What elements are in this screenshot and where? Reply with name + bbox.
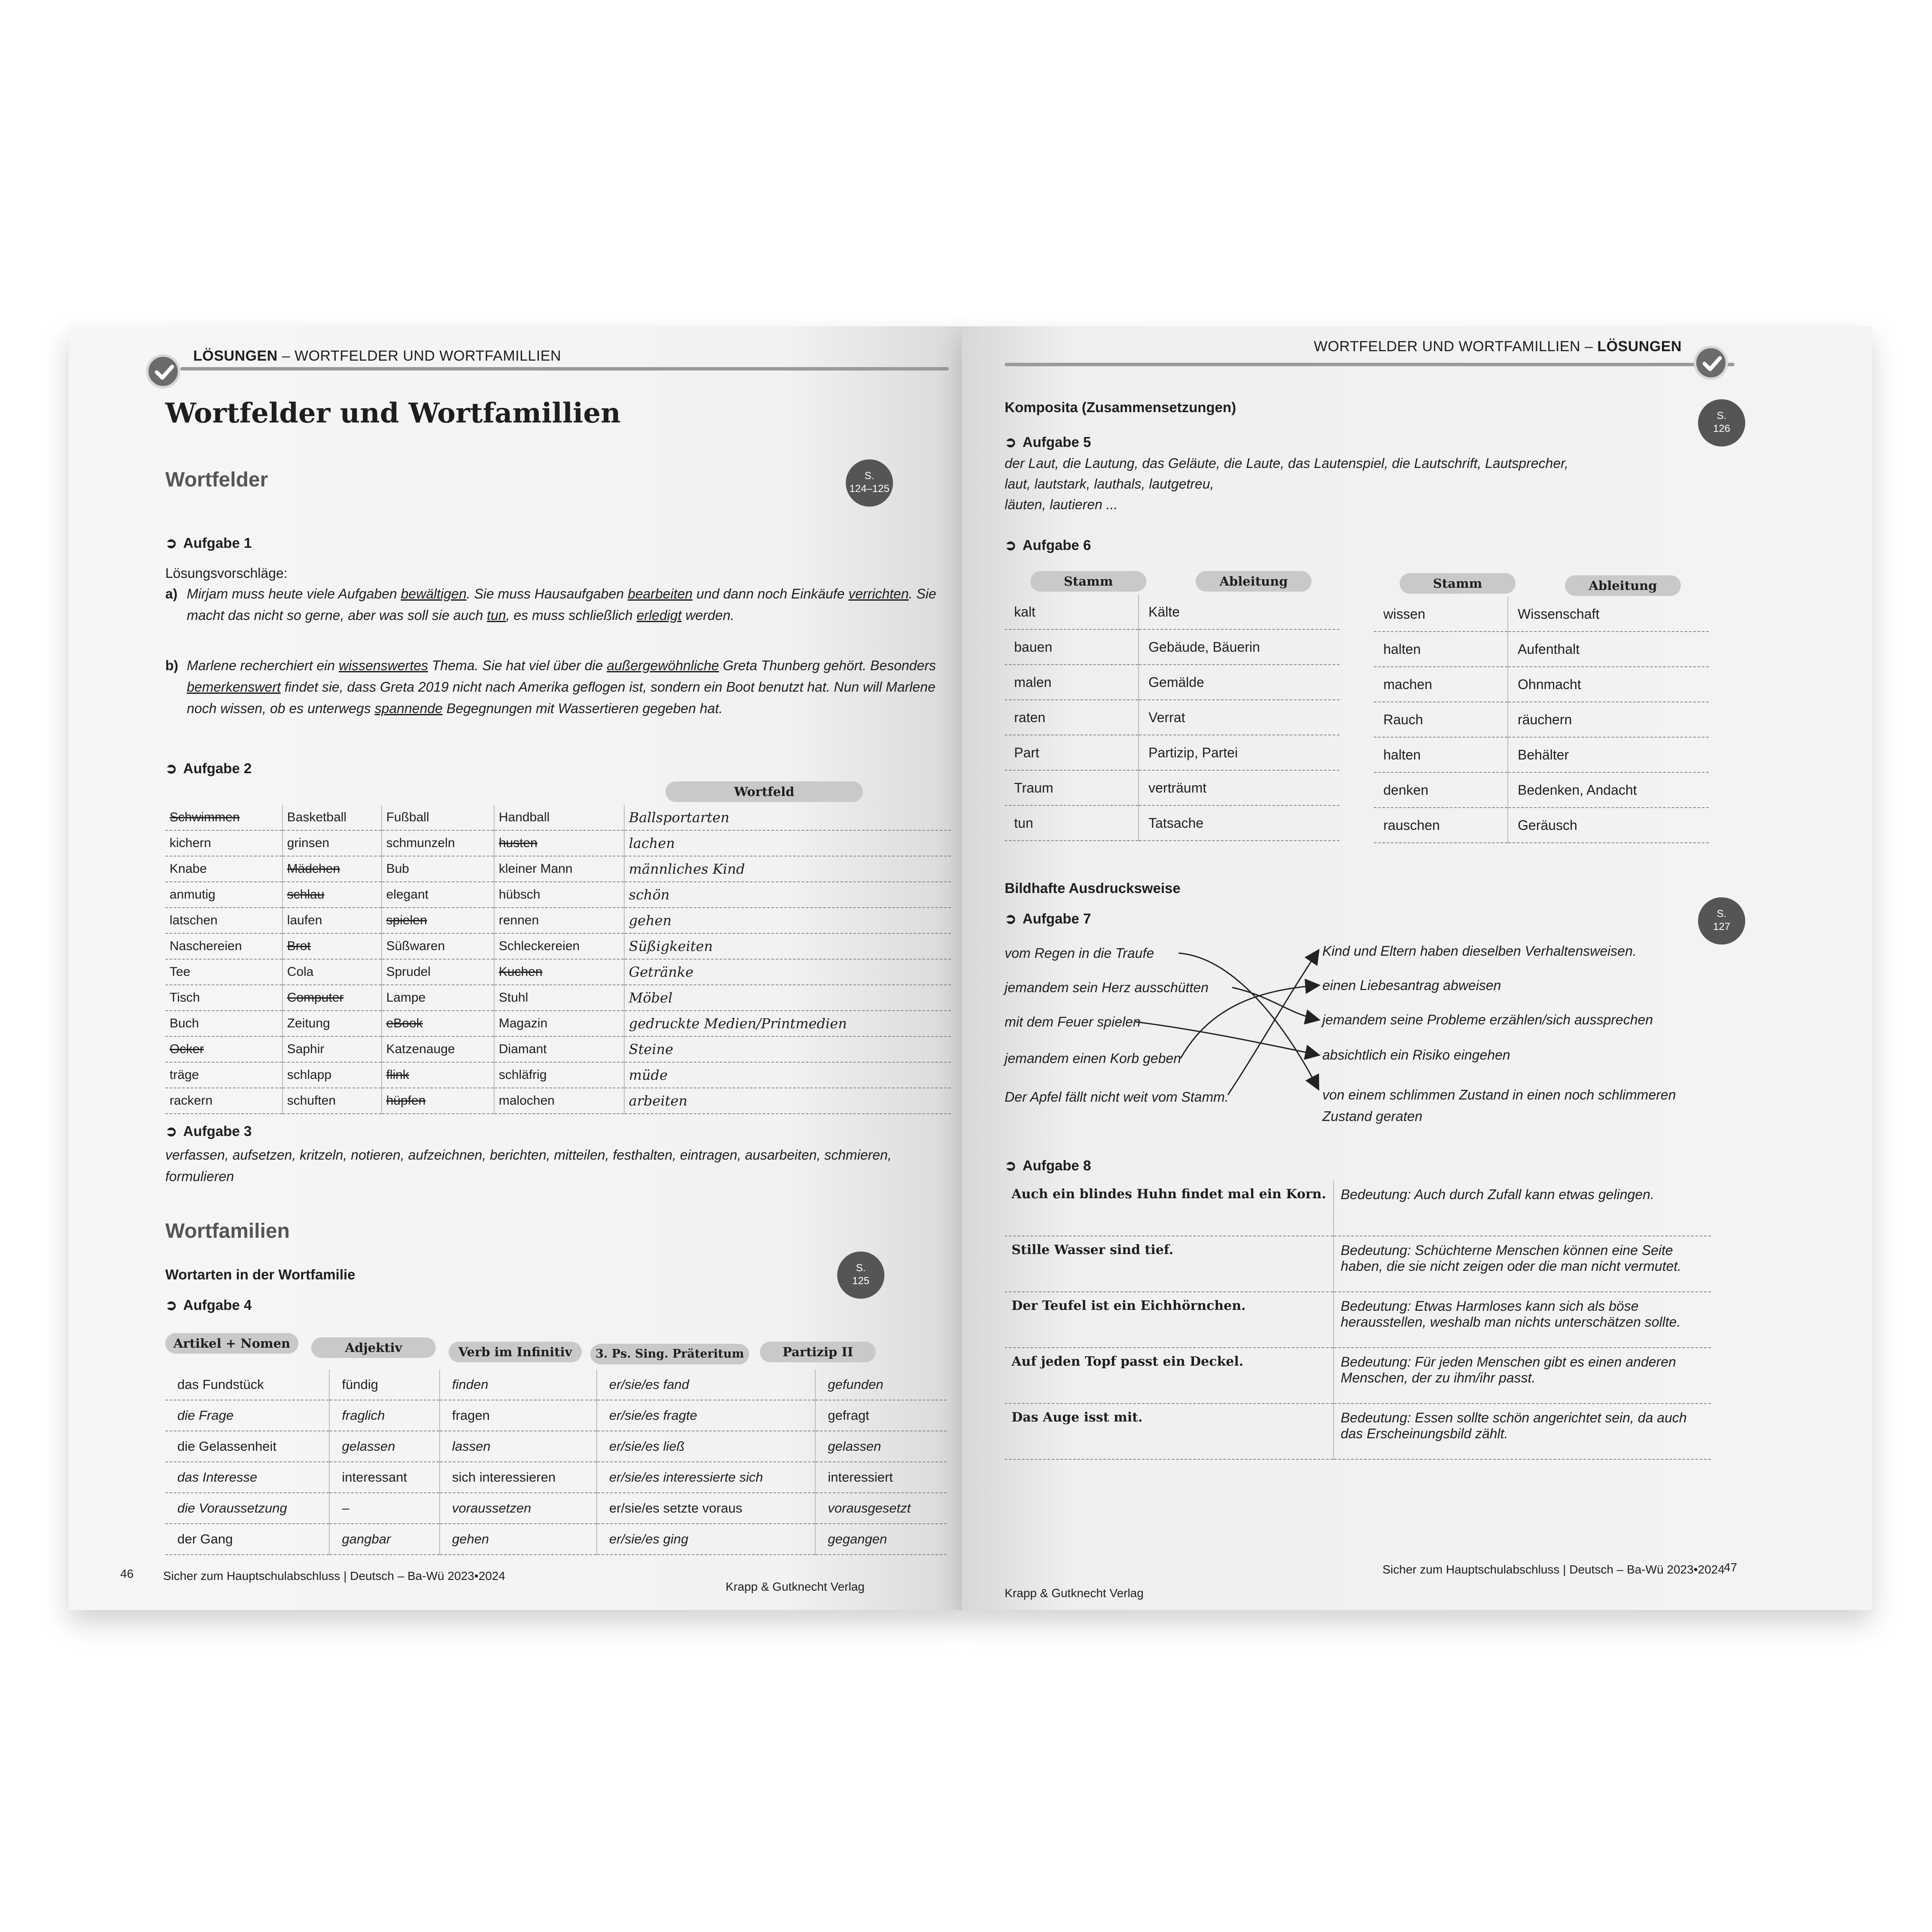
wortfeld-cell: schön: [624, 882, 951, 908]
sentence-text: , es muss schließlich: [506, 608, 637, 623]
word-cell: elegant: [382, 882, 494, 908]
idiom-left-1: vom Regen in die Traufe: [1005, 945, 1154, 961]
sentence-text: . Sie macht das nicht so gerne, aber was soll sie auch: [187, 586, 936, 623]
column-header: Ableitung: [1565, 575, 1681, 596]
word-cell: Tisch: [165, 985, 283, 1011]
sentence-text: Greta Thunberg gehört. Besonders: [719, 658, 936, 673]
wortfeld-cell: Süßigkeiten: [624, 933, 951, 959]
sentence-text: und dann noch Einkäufe: [693, 586, 849, 601]
word-cell: gelassen: [329, 1431, 439, 1462]
aufgabe-1-label: ➲ Aufgabe 1: [165, 535, 252, 551]
ableitung-cell: Ohnmacht: [1508, 667, 1709, 702]
ableitung-cell: Kälte: [1139, 595, 1340, 629]
column-header: Stamm: [1400, 573, 1516, 594]
word-cell: Brot: [283, 933, 382, 959]
arrow-icon: ➲: [165, 760, 177, 776]
header-rule: [180, 367, 949, 371]
word-cell: träge: [165, 1062, 283, 1088]
sentence-text: Begegnungen mit Wassertieren gegeben hat.: [442, 701, 723, 716]
word-cell: husten: [494, 830, 624, 856]
table-row: [1005, 1292, 1711, 1348]
stamm-cell: denken: [1374, 772, 1508, 808]
word-cell: Ocker: [165, 1036, 283, 1062]
page-title: Wortfelder und Wortfamillien: [165, 397, 621, 429]
column-header: 3. Ps. Sing. Präteritum: [590, 1344, 749, 1364]
word-cell: die Frage: [165, 1400, 329, 1431]
page-ref-badge: S. 124–125: [846, 459, 893, 507]
underlined-word: bearbeiten: [627, 586, 693, 601]
subsection-title: Wortarten in der Wortfamilie: [165, 1267, 355, 1282]
ableitung-cell: Verrat: [1139, 700, 1340, 735]
word-cell: lassen: [440, 1431, 597, 1462]
word-cell: hübsch: [494, 882, 624, 908]
aufgabe-2-label: ➲ Aufgabe 2: [165, 760, 252, 776]
underlined-word: erledigt: [636, 608, 682, 623]
word-cell: interessiert: [815, 1462, 947, 1493]
word-cell: Computer: [283, 985, 382, 1011]
table-row: [165, 1011, 951, 1036]
wortfeld-cell: Steine: [624, 1036, 951, 1062]
word-cell: voraussetzen: [440, 1493, 597, 1524]
page-number: 46: [120, 1567, 134, 1580]
page-header: WORTFELDER UND WORTFAMILLIEN – LÖSUNGEN: [1314, 338, 1682, 355]
underlined-word: verrichten: [848, 586, 909, 601]
underlined-word: wissenswertes: [338, 658, 428, 673]
sentence-text: Marlene recherchiert ein: [187, 658, 339, 673]
column-header: Verb im Infinitiv: [449, 1342, 582, 1362]
word-cell: hüpfen: [382, 1088, 494, 1114]
sentence-text: werden.: [681, 608, 735, 623]
word-cell: er/sie/es fand: [597, 1370, 815, 1400]
book-spread: [69, 326, 1872, 1623]
aufgabe-5-text: der Laut, die Lautung, das Geläute, die Laute, das Lautenspiel, die Lautschrift, Lautsprecher, laut, lautstark, lauthals, lautgetreu, läuten, lautieren ...: [1005, 456, 1568, 512]
page-ref-badge: S. 126: [1698, 399, 1745, 447]
checkmark-icon: [146, 354, 180, 389]
table-row: [165, 908, 951, 933]
meaning-cell: Bedeutung: Für jeden Menschen gibt es einen anderen Menschen, der zu ihm/ihr passt.: [1334, 1348, 1711, 1403]
meaning-cell: Bedeutung: Auch durch Zufall kann etwas gelingen.: [1334, 1181, 1711, 1236]
proverb-cell: Auf jeden Topf passt ein Deckel.: [1005, 1348, 1334, 1403]
wortfeld-cell: gehen: [624, 908, 951, 933]
word-cell: Kuchen: [494, 959, 624, 985]
word-cell: gefunden: [815, 1370, 947, 1400]
word-cell: Schleckereien: [494, 933, 624, 959]
table-row: [165, 1062, 951, 1088]
word-cell: der Gang: [165, 1524, 329, 1555]
table-row: [165, 856, 951, 882]
stamm-cell: halten: [1374, 632, 1508, 667]
table-row: [165, 985, 951, 1011]
ableitung-cell: Aufenthalt: [1508, 632, 1709, 667]
idiom-left-3: mit dem Feuer spielen: [1005, 1014, 1141, 1030]
table-row: [165, 830, 951, 856]
page-ref-badge: S. 127: [1698, 897, 1745, 945]
ableitung-cell: Gemälde: [1139, 665, 1340, 700]
word-cell: er/sie/es ließ: [597, 1431, 815, 1462]
sentence-text: findet sie, dass Greta 2019 nicht nach Amerika geflogen ist, sondern ein Boot benutzt hat. Nun will Marlene noch wissen, ob es unterwegs: [187, 679, 936, 716]
word-cell: Katzenauge: [382, 1036, 494, 1062]
wortfamilie-table: [165, 1370, 947, 1555]
meaning-right-2: einen Liebesantrag abweisen: [1322, 978, 1501, 993]
word-cell: Zeitung: [283, 1011, 382, 1036]
ableitung-cell: Bedenken, Andacht: [1508, 772, 1709, 808]
word-cell: Mädchen: [283, 856, 382, 882]
idiom-left-5: Der Apfel fällt nicht weit vom Stamm.: [1005, 1089, 1229, 1105]
word-cell: gangbar: [329, 1524, 439, 1555]
aufgabe-3-label: ➲ Aufgabe 3: [165, 1123, 252, 1139]
aufgabe-4-label: ➲ Aufgabe 4: [165, 1297, 252, 1313]
word-cell: Buch: [165, 1011, 283, 1036]
word-cell: kleiner Mann: [494, 856, 624, 882]
stamm-cell: halten: [1374, 737, 1508, 772]
column-header: Stamm: [1030, 571, 1146, 592]
stamm-cell: tun: [1005, 805, 1139, 841]
matching-line: [1228, 951, 1318, 1095]
table-row: [165, 1524, 947, 1555]
wortfeld-cell: arbeiten: [624, 1088, 951, 1114]
aufgabe-8-label: ➲ Aufgabe 8: [1005, 1157, 1091, 1173]
word-cell: spielen: [382, 908, 494, 933]
underlined-word: bemerkenswert: [187, 679, 281, 695]
word-cell: Knabe: [165, 856, 283, 882]
word-cell: sich interessieren: [440, 1462, 597, 1493]
wortfeld-cell: Ballsportarten: [624, 805, 951, 830]
stamm-cell: kalt: [1005, 595, 1139, 629]
word-cell: schmunzeln: [382, 830, 494, 856]
aufgabe-1-a: a) Mirjam muss heute viele Aufgaben bewältigen. Sie muss Hausaufgaben bearbeiten und dann noch Einkäufe verrichten. Sie macht das nicht so gerne, aber was soll sie auch tun, es muss schließlich erledigt werden.: [165, 586, 936, 623]
wortfeld-header: Wortfeld: [665, 781, 863, 802]
page-number: 47: [1724, 1561, 1738, 1574]
table-row: [165, 1462, 947, 1493]
word-cell: gehen: [440, 1524, 597, 1555]
wortfeld-table: [165, 805, 951, 1114]
matching-line: [1179, 953, 1318, 1088]
word-cell: flink: [382, 1062, 494, 1088]
word-cell: Diamant: [494, 1036, 624, 1062]
arrow-icon: ➲: [165, 535, 177, 551]
footer-publisher: Krapp & Gutknecht Verlag: [1005, 1586, 1144, 1600]
stamm-cell: malen: [1005, 665, 1139, 700]
word-cell: schuften: [283, 1088, 382, 1114]
word-cell: Stuhl: [494, 985, 624, 1011]
arrow-icon: ➲: [1005, 434, 1017, 450]
matching-line: [1181, 985, 1318, 1058]
stamm-cell: bauen: [1005, 629, 1139, 665]
aufgabe-6-label: ➲ Aufgabe 6: [1005, 537, 1091, 553]
table-row: [165, 882, 951, 908]
column-header: Partizip II: [760, 1342, 876, 1362]
column-header: Adjektiv: [311, 1337, 436, 1358]
word-cell: rennen: [494, 908, 624, 933]
underlined-word: spannende: [374, 701, 443, 716]
aufgabe-5-label: ➲ Aufgabe 5: [1005, 434, 1091, 450]
table-row: [1005, 1236, 1711, 1292]
stamm-cell: wissen: [1374, 597, 1508, 632]
table-row: [1005, 1348, 1711, 1403]
ableitung-cell: Partizip, Partei: [1139, 735, 1340, 770]
word-cell: Magazin: [494, 1011, 624, 1036]
ableitung-cell: Behälter: [1508, 737, 1709, 772]
sentence-text: Mirjam muss heute viele Aufgaben: [187, 586, 401, 601]
arrow-icon: ➲: [1005, 1157, 1017, 1173]
ableitung-cell: Tatsache: [1139, 805, 1340, 841]
table-row: [1005, 1181, 1711, 1236]
table-row: [165, 959, 951, 985]
meaning-right-4: absichtlich ein Risiko eingehen: [1322, 1047, 1510, 1063]
word-cell: rackern: [165, 1088, 283, 1114]
meaning-right-5: von einem schlimmen Zustand in einen noch schlimmeren Zustand geraten: [1322, 1087, 1676, 1124]
right-page: [962, 326, 1872, 1610]
wortfeld-cell: lachen: [624, 830, 951, 856]
word-cell: Cola: [283, 959, 382, 985]
idiom-left-2: jemandem sein Herz ausschütten: [1005, 980, 1209, 995]
word-cell: die Voraussetzung: [165, 1493, 329, 1524]
underlined-word: tun: [487, 608, 506, 623]
word-cell: laufen: [283, 908, 382, 933]
table-row: [165, 1036, 951, 1062]
footer-title: Sicher zum Hauptschulabschluss | Deutsch – Ba-Wü 2023•2024: [1382, 1563, 1725, 1576]
ableitung-cell: Gebäude, Bäuerin: [1139, 629, 1340, 665]
word-cell: Basketball: [283, 805, 382, 830]
word-cell: malochen: [494, 1088, 624, 1114]
word-cell: fragen: [440, 1400, 597, 1431]
word-cell: gelassen: [815, 1431, 947, 1462]
word-cell: die Gelassenheit: [165, 1431, 329, 1462]
section-title-wortfelder: Wortfelder: [165, 468, 268, 491]
word-cell: Tee: [165, 959, 283, 985]
word-cell: er/sie/es interessierte sich: [597, 1462, 815, 1493]
arrow-icon: ➲: [1005, 911, 1017, 927]
wortfeld-cell: gedruckte Medien/Printmedien: [624, 1011, 951, 1036]
column-header: Artikel + Nomen: [165, 1333, 298, 1354]
ableitung-cell: Wissenschaft: [1508, 597, 1709, 632]
wortfeld-cell: Möbel: [624, 985, 951, 1011]
word-cell: Saphir: [283, 1036, 382, 1062]
matching-line: [1136, 1022, 1318, 1055]
aufgabe-1-intro: Lösungsvorschläge:: [165, 565, 288, 581]
stamm-cell: Part: [1005, 735, 1139, 770]
word-cell: kichern: [165, 830, 283, 856]
table-row: [165, 1088, 951, 1114]
word-cell: Lampe: [382, 985, 494, 1011]
stamm-cell: machen: [1374, 667, 1508, 702]
bildhaft-title: Bildhafte Ausdrucksweise: [1005, 880, 1181, 896]
word-cell: gegangen: [815, 1524, 947, 1555]
column-header: Ableitung: [1196, 571, 1312, 592]
arrow-icon: ➲: [165, 1123, 177, 1139]
table-row: [165, 1493, 947, 1524]
underlined-word: außergewöhnliche: [607, 658, 719, 673]
underlined-word: bewältigen: [401, 586, 467, 601]
arrow-icon: ➲: [165, 1297, 177, 1313]
aufgabe-3-text: verfassen, aufsetzen, kritzeln, notieren, aufzeichnen, berichten, mitteilen, festhalten, eintragen, ausarbeiten, schmieren, formulieren: [165, 1147, 892, 1184]
table-row: [165, 1400, 947, 1431]
table-row: [165, 1370, 947, 1400]
word-cell: schlau: [283, 882, 382, 908]
komposita-title: Komposita (Zusammensetzungen): [1005, 399, 1236, 415]
aufgabe-1-b: b) Marlene recherchiert ein wissenswertes Thema. Sie hat viel über die außergewöhnliche Greta Thunberg gehört. Besonders bemerkenswert findet sie, dass Greta 2019 nicht nach Amerika geflogen ist, sondern ein Boot benutzt hat. Nun will Marlene noch wissen, ob es unterwegs spannende Begegnungen mit Wassertieren gegeben hat.: [165, 658, 936, 716]
meaning-cell: Bedeutung: Essen sollte schön angerichtet sein, da auch das Erscheinungsbild zählt.: [1334, 1403, 1711, 1459]
ableitung-cell: verträumt: [1139, 770, 1340, 805]
table-row: [165, 1431, 947, 1462]
word-cell: Handball: [494, 805, 624, 830]
word-cell: Bub: [382, 856, 494, 882]
word-cell: fraglich: [329, 1400, 439, 1431]
proverb-cell: Das Auge isst mit.: [1005, 1403, 1334, 1459]
word-cell: das Fundstück: [165, 1370, 329, 1400]
left-page: [69, 326, 962, 1610]
meaning-cell: Bedeutung: Schüchterne Menschen können eine Seite haben, die sie nicht zeigen oder die man nicht vermutet.: [1334, 1236, 1711, 1292]
proverb-cell: Auch ein blindes Huhn findet mal ein Korn.: [1005, 1181, 1334, 1236]
word-cell: das Interesse: [165, 1462, 329, 1493]
page-ref-badge: S. 125: [837, 1252, 884, 1299]
meaning-right-1: Kind und Eltern haben dieselben Verhaltensweisen.: [1322, 943, 1637, 959]
arrow-icon: ➲: [1005, 537, 1017, 553]
table-row: [165, 933, 951, 959]
word-cell: schlapp: [283, 1062, 382, 1088]
footer-title: Sicher zum Hauptschulabschluss | Deutsch – Ba-Wü 2023•2024: [163, 1569, 505, 1583]
ableitung-cell: Geräusch: [1508, 808, 1709, 843]
stamm-cell: Rauch: [1374, 702, 1508, 737]
page-header: LÖSUNGEN – WORTFELDER UND WORTFAMILLIEN: [193, 348, 562, 364]
word-cell: –: [329, 1493, 439, 1524]
word-cell: anmutig: [165, 882, 283, 908]
word-cell: Naschereien: [165, 933, 283, 959]
sentence-text: . Sie muss Hausaufgaben: [466, 586, 628, 601]
wortfeld-cell: männliches Kind: [624, 856, 951, 882]
word-cell: er/sie/es setzte voraus: [597, 1493, 815, 1524]
word-cell: schläfrig: [494, 1062, 624, 1088]
meaning-right-3: jemandem seine Probleme erzählen/sich aussprechen: [1322, 1012, 1653, 1027]
word-cell: er/sie/es fragte: [597, 1400, 815, 1431]
word-cell: Fußball: [382, 805, 494, 830]
stamm-cell: Traum: [1005, 770, 1139, 805]
word-cell: fündig: [329, 1370, 439, 1400]
matching-line: [1232, 987, 1318, 1020]
word-cell: gefragt: [815, 1400, 947, 1431]
meaning-cell: Bedeutung: Etwas Harmloses kann sich als böse herausstellen, weshalb man nichts unterschätzen sollte.: [1334, 1292, 1711, 1348]
sprichwort-table: [1005, 1181, 1711, 1460]
word-cell: Schwimmen: [165, 805, 283, 830]
footer-publisher: Krapp & Gutknecht Verlag: [726, 1580, 865, 1593]
word-cell: vorausgesetzt: [815, 1493, 947, 1524]
proverb-cell: Der Teufel ist ein Eichhörnchen.: [1005, 1292, 1334, 1348]
aufgabe-7-label: ➲ Aufgabe 7: [1005, 911, 1091, 927]
word-cell: Süßwaren: [382, 933, 494, 959]
section-title-wortfamilien: Wortfamilien: [165, 1220, 290, 1242]
wortfeld-cell: Getränke: [624, 959, 951, 985]
sentence-text: Thema. Sie hat viel über die: [428, 658, 607, 673]
table-row: [165, 805, 951, 830]
table-row: [1005, 1403, 1711, 1459]
stamm-cell: raten: [1005, 700, 1139, 735]
word-cell: Sprudel: [382, 959, 494, 985]
word-cell: grinsen: [283, 830, 382, 856]
proverb-cell: Stille Wasser sind tief.: [1005, 1236, 1334, 1292]
word-cell: interessant: [329, 1462, 439, 1493]
ableitung-cell: räuchern: [1508, 702, 1709, 737]
word-cell: latschen: [165, 908, 283, 933]
word-cell: er/sie/es ging: [597, 1524, 815, 1555]
word-cell: finden: [440, 1370, 597, 1400]
stamm-cell: rauschen: [1374, 808, 1508, 843]
idiom-left-4: jemandem einen Korb geben: [1005, 1051, 1181, 1066]
wortfeld-cell: müde: [624, 1062, 951, 1088]
word-cell: eBook: [382, 1011, 494, 1036]
